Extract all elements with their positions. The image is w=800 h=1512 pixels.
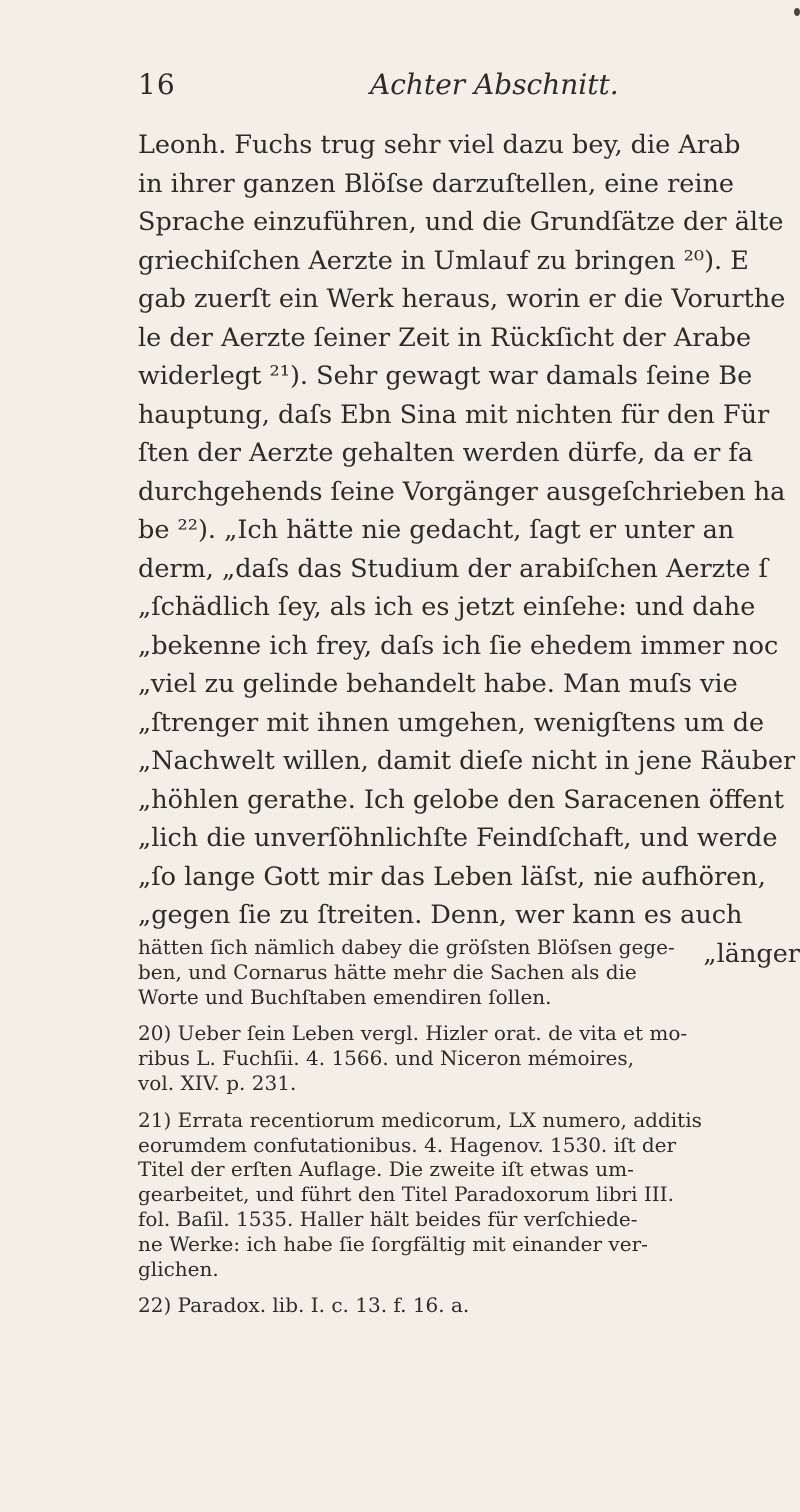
footnote-line: ne Werke: ich habe ſie ſorgfältig mit einander ver- [138,1231,648,1256]
footnote-20: 20) Ueber ſein Leben vergl. Hizler orat. de vita et mo- [138,1021,688,1046]
text-line: griechiſchen Aerzte in Umlauf zu bringen ²⁰). E [138,245,749,276]
page-number: 16 [138,68,176,101]
text-line: „gegen ſie zu ſtreiten. Denn, wer kann es auch [138,900,743,930]
text-line: Leonh. Fuchs trug sehr viel dazu bey, die Arab [138,130,741,160]
footnote-22: 22) Paradox. lib. I. c. 13. f. 16. a. [138,1293,470,1318]
text-line: „bekenne ich frey, daſs ich ſie ehedem immer noc [138,630,779,661]
ink-speck [794,8,800,16]
page-header [120,68,800,108]
footnote-line: eorumdem confutationibus. 4. Hagenov. 1530. iſt der [138,1132,677,1157]
footnote-21: 21) Errata recentiorum medicorum, LX numero, additis [138,1107,702,1132]
footnote-line: Titel der erſten Auflage. Die zweite iſt etwas um- [138,1157,634,1182]
text-line: „ſtrenger mit ihnen umgehen, wenigſtens um de [138,707,765,738]
text-line: widerlegt ²¹). Sehr gewagt war damals ſeine Be [138,361,753,391]
footnote-line: Worte und Buchſtaben emendiren ſollen. [138,984,552,1009]
text-line: „höhlen gerathe. Ich gelobe den Saracenen öffent [138,784,784,815]
main-text [138,126,800,973]
text-line: in ihrer ganzen Blöſse darzuſtellen, eine reine [138,168,735,199]
footnote-line: vol. XIV. p. 231. [138,1070,297,1095]
text-line: „lich die unverſöhnlichſte Feindſchaft, und werde [138,823,778,853]
text-line: Sprache einzuführen, und die Grundſätze der älte [138,207,784,237]
text-line: „viel zu gelinde behandelt habe. Man muſs vie [138,669,738,699]
footnote-line: gearbeitet, und führt den Titel Paradoxorum libri III. [138,1182,674,1207]
text-line: durchgehends ſeine Vorgänger ausgeſchrieben ha [138,476,786,507]
catchword: „länger [703,938,800,969]
text-line: le der Aerzte ſeiner Zeit in Rückſicht der Arabe [138,322,752,353]
text-line: „Nachwelt willen, damit dieſe nicht in jene Räuber [138,746,796,776]
text-line: ſten der Aerzte gehalten werden dürfe, da er fa [138,438,754,468]
footnotes [138,935,800,1318]
text-line: hauptung, daſs Ebn Sina mit nichten für den Für [138,399,770,430]
footnote-line: ben, und Cornarus hätte mehr die Sachen als die [138,959,637,984]
text-line: „ſo lange Gott mir das Leben läſst, nie aufhören, [138,861,766,892]
footnote-line: fol. Baſil. 1535. Haller hält beides für verſchiede- [138,1206,638,1231]
text-line: „ſchädlich ſey, als ich es jetzt einſehe: und dahe [138,592,756,622]
running-head: Achter Abschnitt. [370,68,619,101]
footnote-line: glichen. [138,1256,219,1281]
footnote-line: hätten ſich nämlich dabey die gröſsten Blöſsen gege- [138,935,675,959]
text-line: gab zuerſt ein Werk heraus, worin er die Vorurthe [138,284,786,314]
text-line: be ²²). „Ich hätte nie gedacht, ſagt er unter an [138,515,735,545]
text-line: derm, „daſs das Studium der arabiſchen Aerzte ſ [138,553,768,584]
footnote-line: ribus L. Fuchſii. 4. 1566. und Niceron mémoires, [138,1046,634,1071]
